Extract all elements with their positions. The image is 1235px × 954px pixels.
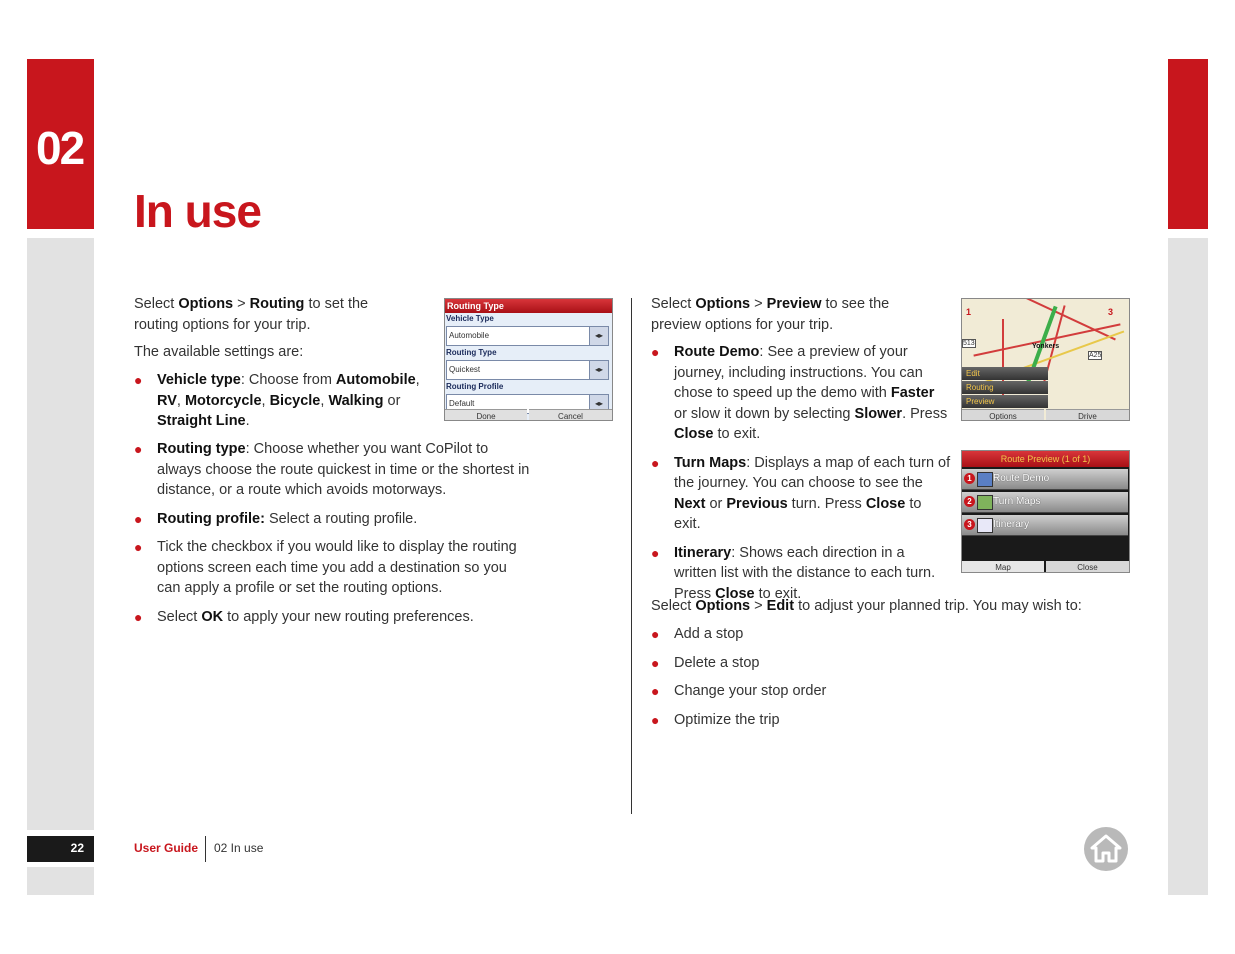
arrows-icon: ◂▸ xyxy=(589,326,609,346)
map-marker: 3 xyxy=(1108,307,1114,317)
edit-intro: Select Options > Edit to adjust your planned trip. You may wish to: xyxy=(651,598,1082,614)
list-item: ● Delete a stop xyxy=(651,654,760,671)
routing-intro: Select Options > Routing to set the routing options for your trip. xyxy=(134,296,369,333)
footer-divider xyxy=(205,836,206,862)
list-item: ● Routing profile: Select a routing profile. xyxy=(134,510,418,527)
routing-profile-field: Default xyxy=(446,394,590,414)
routing-type-label: Routing Type xyxy=(446,348,497,357)
home-icon[interactable] xyxy=(1084,827,1128,871)
routing-profile-label: Routing Profile xyxy=(446,382,504,391)
page-number: 22 xyxy=(70,841,84,855)
list-item: ● Optimize the trip xyxy=(651,711,780,728)
list-item: ● Select OK to apply your new routing preferences. xyxy=(134,608,474,625)
chapter-tab xyxy=(27,59,94,229)
footer-guide-label: User Guide xyxy=(134,841,199,855)
list-item: ● Vehicle type: Choose from Automobile, RV, Motorcycle, Bicycle, Walking or Straight Line. xyxy=(134,372,420,429)
column-divider xyxy=(631,298,632,814)
menu-item-preview: Preview xyxy=(962,395,1048,408)
preview-intro: Select Options > Preview to see the preview options for your trip. xyxy=(651,296,890,333)
vehicle-bullet xyxy=(134,370,429,440)
chapter-number: 02 xyxy=(36,122,84,174)
right-accent-bar xyxy=(1168,59,1208,229)
drive-button: Drive xyxy=(1046,409,1129,421)
preview-row-demo xyxy=(962,469,1128,490)
map-button: Map xyxy=(962,561,1044,573)
done-button: Done xyxy=(445,409,527,421)
available-settings: The available settings are: xyxy=(134,344,304,360)
number-badge: 2 xyxy=(964,496,975,507)
preview-row-itinerary xyxy=(962,515,1128,536)
list-item: ● Turn Maps: Displays a map of each turn of the journey. You can choose to see the Next or Previous turn. Press Close to exit. xyxy=(651,454,951,532)
screen-header: Routing Type xyxy=(445,299,613,313)
vehicle-type-field: Automobile xyxy=(446,326,590,346)
list-item: ● Add a stop xyxy=(651,626,744,642)
list-item: ● Itinerary: Shows each direction in a written list with the distance to each turn. Press Close to exit. xyxy=(651,544,936,602)
footer-section-label: 02 In use xyxy=(214,841,264,855)
routing-type-field: Quickest xyxy=(446,360,590,380)
number-badge: 1 xyxy=(964,473,975,484)
preview-bullets xyxy=(651,342,951,612)
road-shield: A25 xyxy=(1089,352,1102,359)
turn-maps-icon xyxy=(977,495,993,510)
route-preview-screenshot xyxy=(961,450,1130,573)
arrows-icon: ◂▸ xyxy=(589,360,609,380)
menu-item-edit: Edit xyxy=(962,367,1048,380)
route-demo-icon xyxy=(977,472,993,487)
list-item: ● Change your stop order xyxy=(651,683,827,699)
arrows-icon: ◂▸ xyxy=(589,394,609,414)
row-label: Route Demo xyxy=(993,473,1050,484)
left-margin-bar xyxy=(27,238,94,830)
itinerary-icon xyxy=(977,518,993,533)
close-button: Close xyxy=(1046,561,1129,573)
list-item: ● Tick the checkbox if you would like to display the routing options screen each time you add a destination so you can apply a profile or set the routing options. xyxy=(134,539,517,596)
menu-item-routing: Routing xyxy=(962,381,1048,394)
routing-type-screenshot xyxy=(444,298,613,421)
left-margin-bar-bottom xyxy=(27,867,94,895)
number-badge: 3 xyxy=(964,519,975,530)
map-marker: 1 xyxy=(966,307,972,317)
routing-bullets xyxy=(134,439,534,635)
right-margin-bar xyxy=(1168,238,1208,895)
row-label: Itinerary xyxy=(993,519,1030,530)
vehicle-type-label: Vehicle Type xyxy=(446,314,494,323)
map-options-screenshot xyxy=(961,298,1130,421)
options-button: Options xyxy=(962,409,1044,421)
page-title: In use xyxy=(134,185,261,237)
row-label: Turn Maps xyxy=(993,496,1041,507)
cancel-button: Cancel xyxy=(529,409,612,421)
screen-header: Route Preview (1 of 1) xyxy=(962,451,1129,467)
map-city-label: Yonkers xyxy=(1032,343,1060,350)
edit-bullets xyxy=(651,624,951,738)
road-shield: 513 xyxy=(963,340,975,347)
preview-row-turn-maps xyxy=(962,492,1128,513)
list-item: ● Route Demo: See a preview of your journey, including instructions. You can chose to speed up the demo with Faster or slow it down by selecting Slower. Press Close to exit. xyxy=(651,344,948,442)
page-number-box xyxy=(27,836,94,862)
list-item: ● Routing type: Choose whether you want CoPilot to always choose the route quickest in time or the shortest in distance, or a route which avoids motorways. xyxy=(134,441,530,498)
